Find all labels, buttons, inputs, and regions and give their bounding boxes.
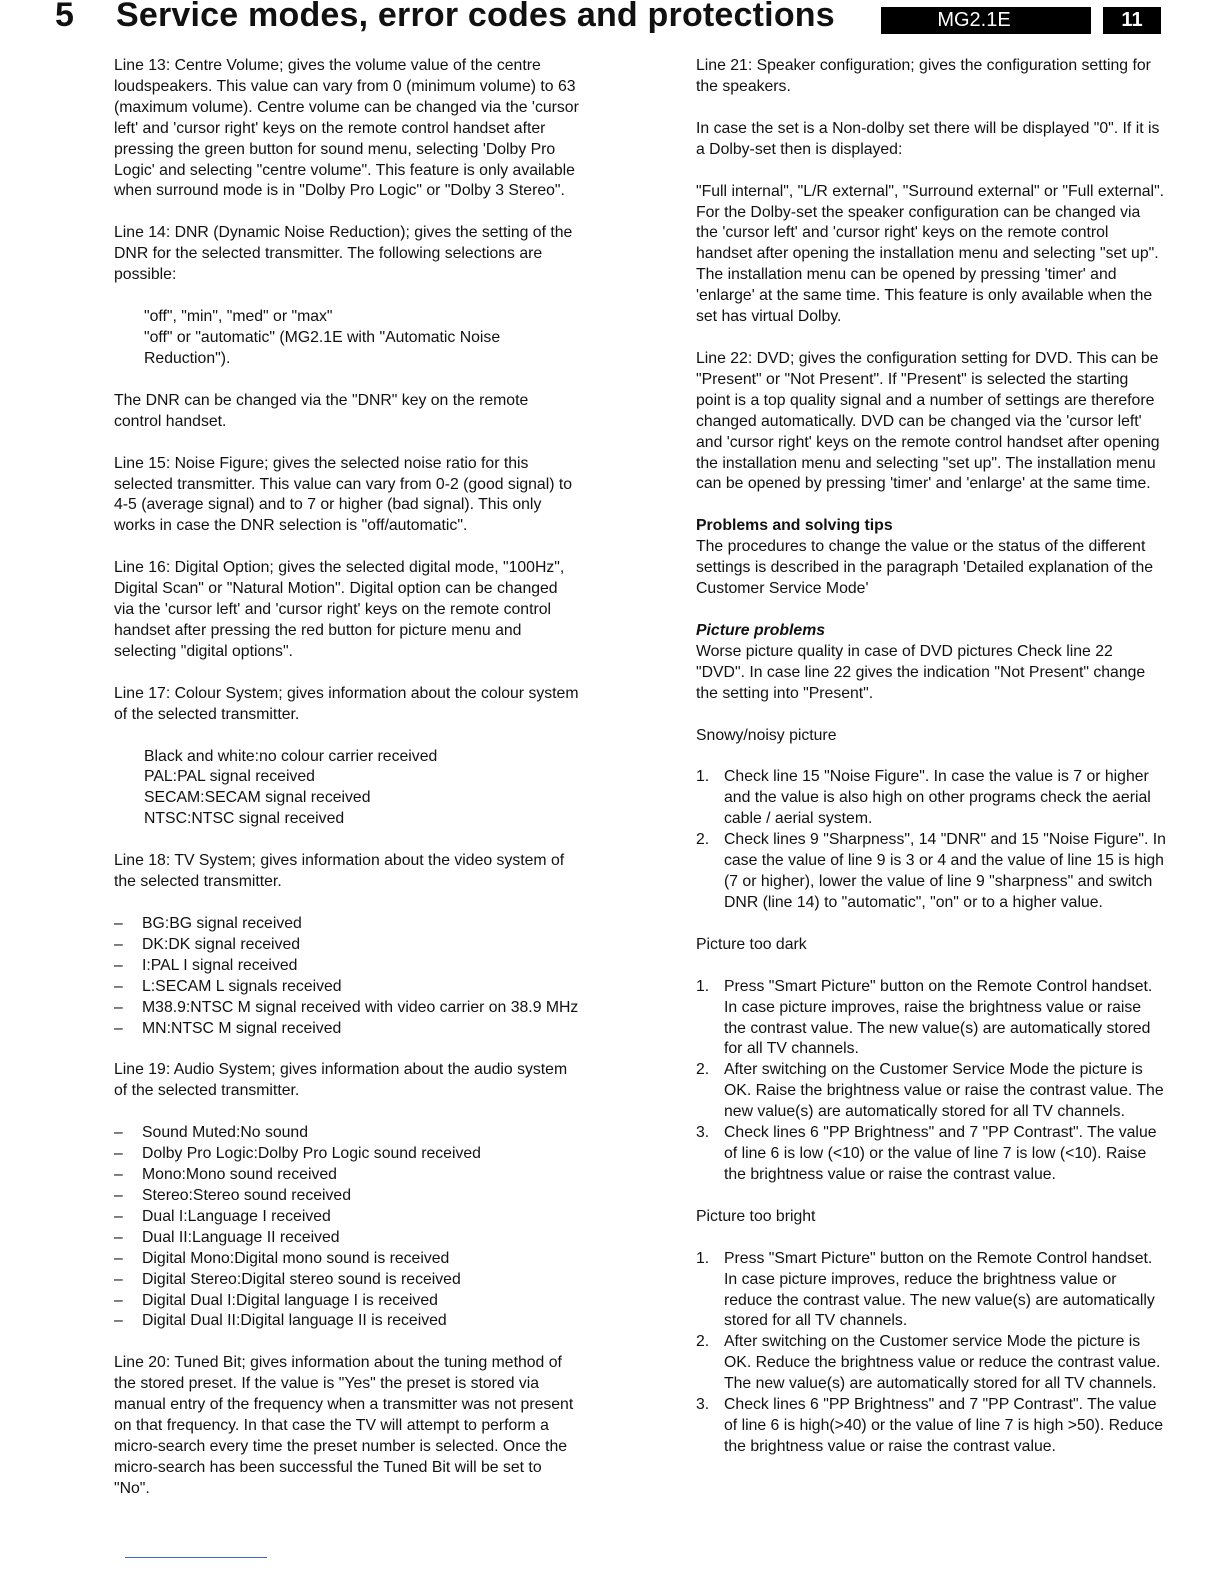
bright-steps (696, 1249, 1166, 1458)
problems-heading: Problems and solving tips (696, 517, 893, 535)
list-item: – Digital Dual II:Digital language II is received (114, 1311, 580, 1332)
step-number: 1. (696, 768, 710, 786)
list-item: Black and white:no colour carrier received (144, 747, 438, 765)
snowy-heading: Snowy/noisy picture (696, 726, 837, 744)
step-text: Check line 15 "Noise Figure". In case the value is 7 or higher and the value is also high on other programs check the aerial cable / aerial system. (724, 768, 1151, 828)
list-item: – L:SECAM L signals received (114, 977, 580, 998)
line17-text: Line 17: Colour System; gives information about the colour system of the selected transmitter. (114, 684, 579, 723)
list-item: "off" or "automatic" (MG2.1E with "Automatic Noise Reduction"). (144, 328, 501, 367)
footer-rule (125, 1557, 267, 1558)
step-number: 2. (696, 1333, 710, 1351)
line13-text: Line 13: Centre Volume; gives the volume value of the centre loudspeakers. This value can vary from 0 (minimum volume) to 63 (maximum volume). Centre volume can be changed via the 'cursor left' and 'cursor right' keys on the remote control handset after pressing the green button for sound menu, selecting 'Dolby Pro Logic' and selecting "centre volume". This feature is only available when surround mode is in "Dolby Pro Logic" or "Dolby 3 Stereo". (114, 57, 579, 200)
page-number: 11 (1103, 7, 1161, 34)
line18-text: Line 18: TV System; gives information about the video system of the selected transmitter. (114, 852, 565, 891)
list-item (696, 1123, 1166, 1186)
list-item: – Digital Dual I:Digital language I is received (114, 1291, 580, 1312)
line17-options (144, 747, 580, 831)
list-item: – Dual I:Language I received (114, 1207, 580, 1228)
line14-text: Line 14: DNR (Dynamic Noise Reduction); gives the setting of the DNR for the selected transmitter. The following selections are possible: (114, 224, 573, 284)
step-text: After switching on the Customer Service Mode the picture is OK. Raise the brightness value or raise the contrast value. The new value(s) are automatically stored for all TV channels. (724, 1061, 1164, 1121)
list-item: – Dolby Pro Logic:Dolby Pro Logic sound received (114, 1144, 580, 1165)
list-item: PAL:PAL signal received (144, 768, 315, 786)
line19-options (114, 1123, 580, 1332)
list-item (696, 1332, 1166, 1395)
list-item: – Dual II:Language II received (114, 1228, 580, 1249)
list-item: – Mono:Mono sound received (114, 1165, 580, 1186)
step-text: Check lines 9 "Sharpness", 14 "DNR" and 15 "Noise Figure". In case the value of line 9 is 3 or 4 and the value of line 15 is high (7 or higher), lower the value of line 9 "sharpness" and switch DNR (line 14) to "automatic", "on" or to a higher value. (724, 831, 1166, 911)
list-item: – DK:DK signal received (114, 935, 580, 956)
dark-heading: Picture too dark (696, 935, 807, 953)
list-item: – I:PAL I signal received (114, 956, 580, 977)
step-text: Check lines 6 "PP Brightness" and 7 "PP Contrast". The value of line 6 is low (<10) or the value of line 7 is low (<10). Raise the brightness value or raise the contrast value. (724, 1124, 1157, 1183)
list-item (696, 1249, 1166, 1333)
line16-text: Line 16: Digital Option; gives the selected digital mode, "100Hz", Digital Scan" or "Natural Motion". Digital option can be changed via the 'cursor left' and 'cursor right' keys on the remote control handset after pressing the red button for picture menu and selecting "digital options". (114, 559, 565, 660)
page-header (0, 0, 1224, 44)
list-item: "off", "min", "med" or "max" (144, 308, 333, 326)
step-text: Check lines 6 "PP Brightness" and 7 "PP Contrast". The value of line 6 is high(>40) or the value of line 7 is high >50). Reduce the brightness value or raise the contrast value. (724, 1396, 1164, 1455)
list-item: SECAM:SECAM signal received (144, 789, 371, 807)
step-number: 3. (696, 1396, 710, 1414)
line21-text: Line 21: Speaker configuration; gives the configuration setting for the speakers. (696, 57, 1151, 95)
bright-heading: Picture too bright (696, 1207, 816, 1225)
list-item (696, 1060, 1166, 1123)
picture-problems-heading: Picture problems (696, 621, 826, 639)
list-item: – Sound Muted:No sound (114, 1123, 580, 1144)
picture-problems-text: Worse picture quality in case of DVD pictures Check line 22 "DVD". In case line 22 gives the indication "Not Present" change the setting into "Present". (696, 642, 1146, 702)
model-label: MG2.1E (937, 9, 1011, 31)
problems-text: The procedures to change the value or the status of the different settings is described in the paragraph 'Detailed explanation of the Customer Service Mode' (696, 538, 1154, 598)
model-badge (881, 7, 1091, 34)
line15-text: Line 15: Noise Figure; gives the selected noise ratio for this selected transmitter. This value can vary from 0-2 (good signal) to 4-5 (average signal) and to 7 or higher (bad signal). This only works in case the DNR selection is "off/automatic". (114, 454, 573, 535)
step-text: Press "Smart Picture" button on the Remote Control handset. In case picture improves, reduce the brightness value or reduce the contrast value. The new value(s) are automatically stored for all TV channels. (724, 1249, 1155, 1330)
list-item: – Stereo:Stereo sound received (114, 1186, 580, 1207)
list-item: – M38.9:NTSC M signal received with video carrier on 38.9 MHz (114, 998, 580, 1019)
line22-text: Line 22: DVD; gives the configuration setting for DVD. This can be "Present" or "Not Present". If "Present" is selected the starting point is a top quality signal and a number of settings are therefore changed automatically. DVD can be changed via the 'cursor left' and 'cursor right' keys on the remote control handset after opening the installation menu and selecting "set up". The installation menu can be opened by pressing 'timer' and 'enlarge' at the same time. (696, 349, 1160, 493)
list-item (696, 1395, 1166, 1458)
step-number: 1. (696, 977, 710, 995)
list-item (696, 977, 1166, 1061)
list-item: – Digital Stereo:Digital stereo sound is received (114, 1270, 580, 1291)
list-item: – BG:BG signal received (114, 914, 580, 935)
list-item (696, 767, 1166, 830)
step-number: 2. (696, 1061, 710, 1079)
list-item: NTSC:NTSC signal received (144, 810, 345, 828)
step-text: Press "Smart Picture" button on the Remote Control handset. In case picture improves, raise the brightness value or raise the contrast value. The new value(s) are automatically stored for all TV channels. (724, 977, 1153, 1058)
left-column (114, 56, 580, 1521)
list-item: – Digital Mono:Digital mono sound is received (114, 1249, 580, 1270)
step-number: 2. (696, 831, 710, 849)
section-number: 5 (55, 0, 74, 34)
step-text: After switching on the Customer service Mode the picture is OK. Reduce the brightness value or reduce the contrast value. The new value(s) are automatically stored for all TV channels. (724, 1333, 1161, 1393)
line19-text: Line 19: Audio System; gives information about the audio system of the selected transmitter. (114, 1061, 568, 1100)
list-item (696, 830, 1166, 914)
list-item: – MN:NTSC M signal received (114, 1019, 580, 1040)
line20-text: Line 20: Tuned Bit; gives information about the tuning method of the stored preset. If the value is "Yes" the preset is stored via manual entry of the frequency when a transmitter was not present on that frequency. In that case the TV will attempt to perform a micro-search every time the preset number is selected. Once the micro-search has been successful the Tuned Bit will be set to "No". (114, 1354, 574, 1497)
step-number: 1. (696, 1249, 710, 1267)
step-number: 3. (696, 1124, 710, 1142)
dark-steps (696, 977, 1166, 1186)
line21-nondolby-text: In case the set is a Non-dolby set there will be displayed "0". If it is a Dolby-set then is displayed: (696, 119, 1160, 158)
snowy-steps (696, 767, 1166, 913)
right-column (696, 56, 1166, 1479)
line21-dolby-text: "Full internal", "L/R external", "Surround external" or "Full external". For the Dolby-set the speaker configuration can be changed via the 'cursor left' and 'cursor right' keys on the remote control handset after opening the installation menu and selecting "set up". The installation menu can be opened by pressing 'timer' and 'enlarge' at the same time. This feature is only available when the set has virtual Dolby. (696, 182, 1165, 326)
section-title: Service modes, error codes and protections (116, 0, 835, 34)
dnr-change-text: The DNR can be changed via the "DNR" key on the remote control handset. (114, 391, 529, 430)
line14-options (144, 307, 580, 370)
line18-options (114, 914, 580, 1039)
